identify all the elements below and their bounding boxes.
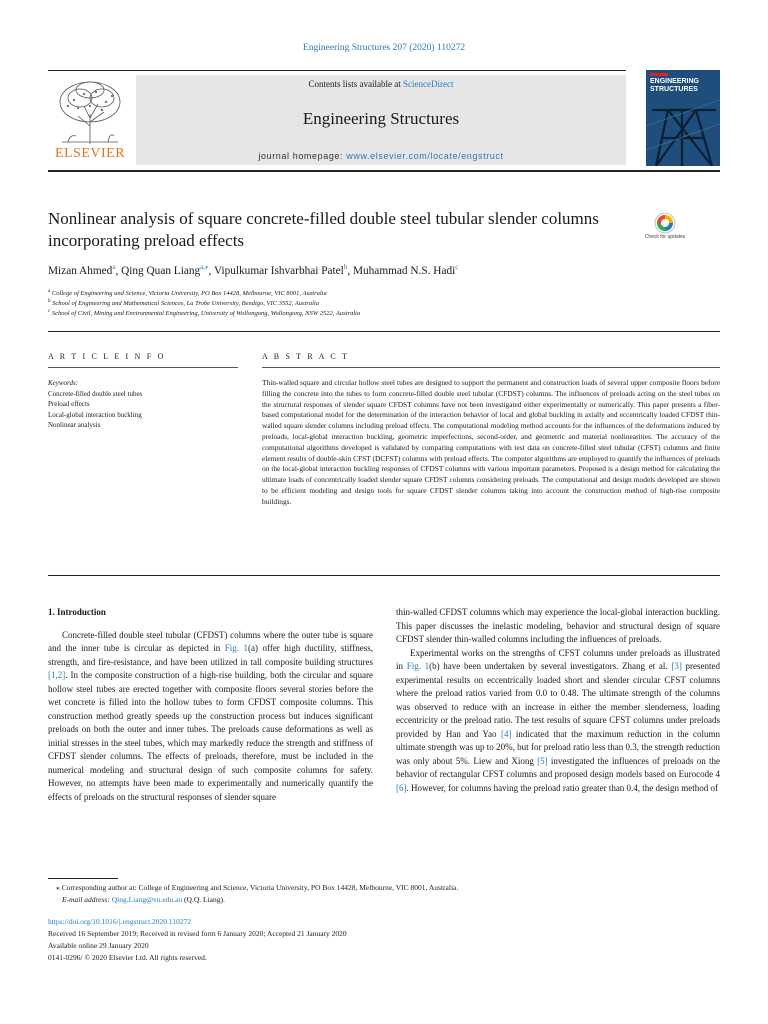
available-online: Available online 29 January 2020	[48, 941, 149, 950]
author-affil-mark[interactable]: b	[343, 263, 348, 271]
intro-paragraph	[48, 629, 373, 805]
author-name[interactable]: Vipulkumar Ishvarbhai Patel	[213, 264, 344, 277]
intro-paragraph	[396, 647, 720, 796]
paragraph-text: (a) offer high ductility, stiffness, strength, and fire-resistance, and have been utilized in tall composite building structures	[48, 643, 373, 667]
paragraph-text: indicated that the maximum reduction in the column ultimate strength was up to 20%, but for preload ratio less than 0.3, the strength reduction was only about 5%. Liew and Xiong	[396, 728, 721, 766]
author-affil-mark[interactable]: a	[112, 263, 116, 271]
paragraph-text: . However, for columns having the preload ratio greater than 0.4, the design method of	[406, 782, 719, 793]
abstract-heading: A B S T R A C T	[262, 352, 350, 361]
author-separator: ,	[208, 264, 214, 277]
contents-line	[136, 79, 626, 89]
figure-ref-link[interactable]: Fig. 1	[224, 643, 249, 653]
author-list	[48, 263, 720, 277]
abstract-end-rule	[48, 575, 720, 576]
author-separator: ,	[115, 264, 122, 277]
publisher-name: ELSEVIER	[54, 146, 126, 161]
paragraph-text: (b) have been undertaken by several investigators. Zhang et al.	[429, 661, 672, 671]
paragraph-text: . In the composite construction of a high-rise building, both the circular and square hollow steel tubes are erected together with composite floors several stories before the wet concrete is filled into the hollow tubes to form CFDST composite columns. This construction method greatly speeds up the construction process but induces significant preloads on both the outer and inner tubes. The preloads cause deformations as well as initial stresses in the steel tubes, which may markedly reduce the strength and stiffness of CFDST slender columns. The effects of preloads, therefore, must be included in the numerical modeling and structural design of such composite columns for safety. However, no attempts have been made to experimentally and numerically quantify the effects of preloads on the structural responses of slender square	[48, 670, 373, 802]
title-block-rule	[48, 331, 720, 332]
doi-link[interactable]	[48, 916, 720, 927]
elsevier-logo[interactable]	[50, 76, 130, 162]
keyword-item: Local-global interaction buckling	[48, 410, 142, 419]
keyword-item: Nonlinear analysis	[48, 421, 101, 429]
elsevier-tree-icon	[50, 76, 130, 146]
author-separator: ,	[347, 264, 353, 277]
paragraph-text: Experimental works on the strengths of CFST columns under preloads as illustrated in	[396, 647, 720, 671]
article-info-rule	[48, 367, 238, 368]
abstract-text: Thin-walled square and circular hollow steel tubes are designed to support the permanent and construction loads of several upper composite floors before filling the concrete into the tubes to form concrete-filled double steel tubular (CFDST) columns. The influences of preloads acting on the steel tubes on the structural responses of slender square CFDST columns have not been investigated either experimentally or numerically. This paper presents a fiber-based computational model for the determination of the interaction behavior of local and global buckling in axially and eccentrically loaded CFDST thin-walled square slender columns including preload effects. The computational modeling method accounts for the influences of the deformations induced by preloads, local-global interaction buckling, geometric imperfections, second-order, and geometric and material nonlinearities. The accuracy of the computational algorithms developed is validated by comparing computations with test data on concrete-filled steel tubular (CFST) columns and finite element results of double-skin CFST (DCFST) columns with preload effects. The computer algorithms are employed to quantify the influences of preloads on the local-global interaction buckling responses of CFDST columns with various important parameters. Proposed is a design method for calculating the ultimate loads of concentrically loaded slender square CFDST columns considering preloads. The computational and design models developed are shown to be efficient modeling and design tools for square CFDST slender columns taking into account the construction method of high-rise composite buildings.	[262, 378, 720, 506]
article-info-heading: A R T I C L E I N F O	[48, 352, 166, 361]
affiliation-text: School of Civil, Mining and Environmental Engineering, University of Wollongong, Wollongong, NSW 2522, Australia	[51, 310, 361, 318]
figure-ref-link[interactable]: Fig. 1	[406, 661, 430, 671]
abstract-rule	[262, 367, 720, 368]
intro-paragraph: thin-walled CFDST columns which may experience the local-global interaction buckling. This paper discusses the inelastic modeling, behavior and structural design of square CFDST slender thin-walled columns including the influences of preloads.	[396, 607, 720, 644]
author-name[interactable]: Muhammad N.S. Hadi	[352, 264, 456, 277]
email-suffix: (Q.Q. Liang).	[182, 895, 225, 904]
keywords-block	[48, 378, 238, 431]
email-label: E-mail address:	[62, 895, 112, 904]
paper-title: Nonlinear analysis of square concrete-filled double steel tubular slender columns incorporating preload effects	[48, 209, 599, 250]
keyword-item: Concrete-filled double steel tubes	[48, 389, 143, 398]
check-for-updates-badge[interactable]	[644, 212, 686, 246]
email-note	[62, 894, 720, 905]
affiliation-a	[48, 289, 720, 297]
received-dates: Received 16 September 2019; Received in revised form 6 January 2020; Accepted 21 January 2020	[48, 929, 347, 938]
author-name[interactable]: Qing Quan Liang	[121, 264, 201, 277]
keyword-item: Preload effects	[48, 400, 90, 408]
sciencedirect-link[interactable]: ScienceDirect	[403, 79, 454, 89]
email-link[interactable]: Qing.Liang@vu.edu.au	[111, 895, 183, 904]
author-name[interactable]: Mizan Ahmed	[48, 264, 113, 277]
affiliation-c	[48, 309, 720, 317]
keywords-label: Keywords:	[48, 379, 79, 387]
homepage-link[interactable]: www.elsevier.com/locate/engstruct	[346, 151, 504, 161]
affiliation-text: College of Engineering and Science, Victoria University, PO Box 14428, Melbourne, VIC 8001, Australia	[51, 290, 327, 298]
header-top-rule	[48, 70, 626, 71]
affiliation-mark: c	[48, 309, 51, 314]
copyright-line: 0141-0296/ © 2020 Elsevier Ltd. All rights reserved.	[48, 953, 207, 962]
affiliation-b	[48, 299, 720, 307]
affiliation-mark: a	[48, 289, 51, 294]
citation-link[interactable]: [3]	[671, 661, 682, 671]
right-column	[396, 606, 720, 795]
affiliation-text: School of Engineering and Mathematical Sciences, La Trobe University, Bendigo, VIC 3552, Australia	[52, 300, 319, 308]
cover-title: ENGINEERING STRUCTURES	[650, 78, 700, 93]
contents-prefix: Contents lists available at	[308, 79, 403, 89]
badge-label: Check for updates	[644, 234, 686, 240]
doi-text[interactable]: https://doi.org/10.1016/j.engstruct.2020.110272	[48, 917, 192, 926]
journal-title: Engineering Structures	[302, 109, 460, 128]
header-bottom-rule	[48, 170, 720, 172]
author-affil-mark[interactable]: a,⁎	[200, 263, 209, 271]
journal-cover[interactable]	[646, 70, 720, 166]
left-column	[48, 606, 373, 804]
affiliation-mark: b	[48, 299, 51, 304]
homepage-prefix: journal homepage:	[258, 151, 347, 161]
citation-link[interactable]: [6]	[396, 782, 407, 793]
cover-structure-icon	[646, 70, 720, 166]
paragraph-text: investigated the influences of preloads on the behavior of rectangular CFST columns and proposed design models based on Eurocode 4	[396, 755, 720, 779]
footnote-text: Corresponding author at: College of Engineering and Science, Victoria University, PO Box 14428, Melbourne, VIC 8001, Australia.	[59, 883, 459, 892]
citation-link[interactable]: [5]	[537, 755, 548, 766]
section-heading-introduction: 1. Introduction	[48, 607, 106, 617]
check-for-updates-icon	[644, 212, 686, 234]
corresponding-author-note	[56, 882, 720, 893]
citation-link[interactable]: [4]	[500, 728, 512, 739]
citation-link[interactable]: [1,2]	[48, 670, 66, 680]
author-affil-mark[interactable]: c	[455, 263, 459, 271]
paragraph-text: Concrete-filled double steel tubular (CFDST) columns where the outer tube is square and the inner tube is circular as depicted in	[48, 629, 373, 653]
journal-reference[interactable]: Engineering Structures 207 (2020) 110272	[302, 43, 466, 53]
paragraph-text: presented experimental results on eccentrically loaded short and slender circular CFST columns where the preload ratios varied from 0.0 to 0.48. The ultimate strength of the columns was observed to reduce with an increase in either the member slenderness, loading eccentricity or the preload ratio. The test results of square CFST columns under preloads provided by Han and Yao	[396, 661, 720, 739]
footnote-rule	[48, 878, 118, 879]
homepage-line	[136, 151, 626, 161]
footnote-mark: ⁎	[56, 883, 60, 892]
